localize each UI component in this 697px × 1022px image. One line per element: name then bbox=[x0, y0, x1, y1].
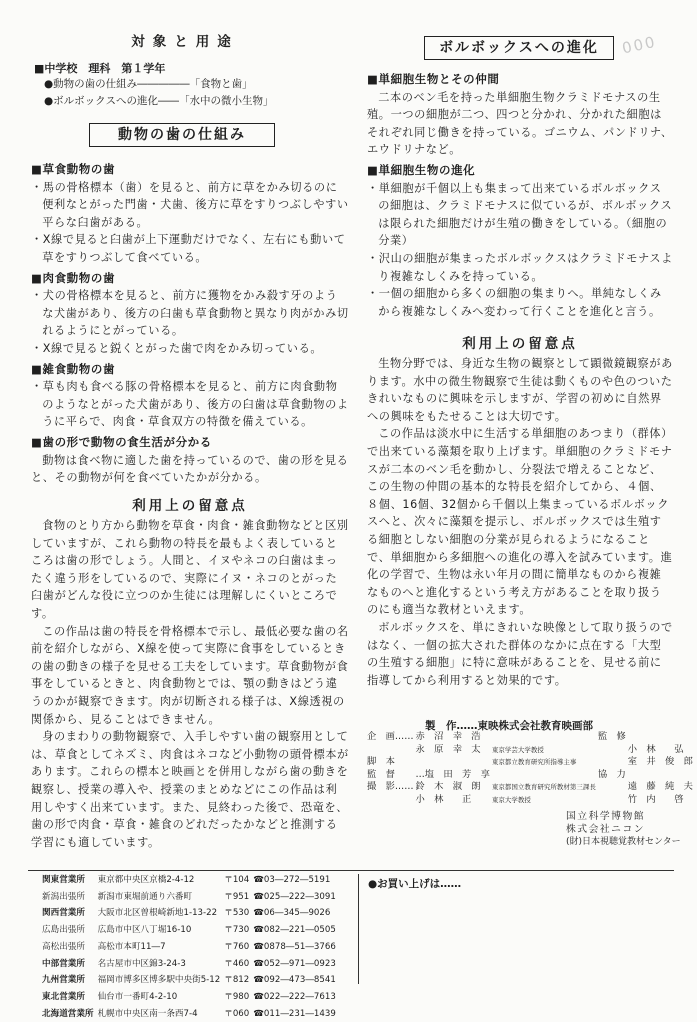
credit-sup-name: 小 林 弘 bbox=[627, 743, 684, 755]
credit-sup-name: 竹 内 啓 bbox=[627, 793, 684, 805]
corner-stamp: 000 bbox=[620, 32, 659, 58]
uses-list bbox=[44, 76, 274, 110]
credit-row bbox=[366, 781, 694, 794]
purchase-label: ●お買い上げは…… bbox=[368, 878, 462, 890]
office-name: 関東営業所 bbox=[42, 875, 85, 885]
office-zip: 〒530 bbox=[224, 908, 250, 919]
office-zip: 〒760 bbox=[224, 941, 250, 952]
carnivore-bullet: ・犬の骨格標本を見ると、前方に獲物をかみ殺す牙のような犬歯があり、後方の臼歯も草食動物と異なり肉がかみ切れるようにとがっている。 bbox=[31, 289, 349, 338]
office-tel: ☎06―345―9026 bbox=[253, 908, 331, 919]
left-note-paragraph: 身のまわりの動物観察で、入手しやすい歯の観察用としては、草食としてネズミ、肉食はネコなど小動物の頭骨標本があります。これらの標本と映画とを併用しながら歯の動きを観察し、授業の導入や、授業のまとめなどにこの作品は利用しやすく出来ています。また、見終わった後で、恐竜を、歯の形で肉食・草食・雑食のどれだったかなどと推測する学習にも適しています。 bbox=[31, 730, 349, 849]
office-zip: 〒730 bbox=[224, 925, 250, 936]
office-address: 大阪市北区曽根崎新地1-13-22 bbox=[97, 908, 218, 919]
credit-row bbox=[366, 756, 694, 769]
use-unit: 「食物と歯」 bbox=[189, 78, 253, 90]
credit-row bbox=[366, 769, 694, 782]
office-row bbox=[40, 989, 338, 1006]
credit-sup-role bbox=[597, 794, 627, 807]
use-label: ●動物の歯の仕組み――――― bbox=[44, 78, 190, 90]
credits-table bbox=[366, 731, 694, 806]
credit-sup-role bbox=[597, 744, 627, 757]
left-column-body bbox=[31, 158, 349, 487]
credit-role bbox=[366, 744, 415, 757]
left-notes-body bbox=[31, 517, 349, 851]
volvox-section-title: ボルボックスへの進化 bbox=[424, 36, 614, 60]
school-line: ■中学校 理科 第１学年 bbox=[34, 62, 166, 75]
right-note-paragraph: この作品は淡水中に生活する単細胞のあつまり（群体）で出来ている藻類を取り上げます。単細胞のクラミドモナスが二本のベン毛を動かし、分裂法で増えることなど、この生物の仲間の基本的な特長を紹介してから、４個、８個、16個、32個から千個以上集まっているボルボックスへと、次々に藻類を提示し、ボルボックスでは生殖する細胞としない細胞の分業が見られるようになることで、単細胞から多細胞への進化の導入を試みています。進化の学習で、生物は永い年月の間に簡単なものから複雑なものへと進化するという考え方があることを取り扱うのにも適当な教材といえます。 bbox=[367, 427, 673, 617]
credit-row bbox=[366, 794, 694, 807]
carnivore-bullet: ・X線で見ると鋭くとがった歯で肉をかみ切っている。 bbox=[31, 341, 323, 355]
right-notes-body bbox=[367, 355, 673, 689]
credit-org: 東京都立教育研究所指導主事 bbox=[491, 758, 577, 766]
unicell-text: 二本のベン毛を持った単細胞生物クラミドモナスの生殖。一つの細胞が二つ、四つと分かれ、分かれた細胞はそれぞれ同じ働きを持っている。ゴニウム、パンドリナ、エウドリナなど。 bbox=[367, 90, 673, 157]
office-name: 関西営業所 bbox=[42, 908, 85, 919]
org-name: 株式会社ニコン bbox=[566, 824, 646, 835]
credit-sup-role bbox=[597, 781, 627, 794]
office-name: 新潟出張所 bbox=[42, 891, 85, 902]
office-tel: ☎082―221―0505 bbox=[253, 925, 336, 936]
office-name: 広島出張所 bbox=[42, 925, 85, 936]
office-name: 北海道営業所 bbox=[42, 1008, 94, 1019]
left-notes-title: 利用上の留意点 bbox=[132, 498, 248, 514]
credit-sup-role bbox=[597, 756, 627, 769]
office-tel: ☎025―222―3091 bbox=[253, 891, 336, 902]
credit-sup-name: 遠 藤 純 夫 bbox=[627, 781, 693, 792]
office-address: 札幌市中央区南一条西7-4 bbox=[97, 1008, 198, 1019]
office-address: 新潟市東堀前通り六番町 bbox=[97, 891, 193, 902]
office-name: 中部営業所 bbox=[42, 958, 85, 969]
office-zip: 〒460 bbox=[224, 958, 250, 969]
carnivore-heading: ■肉食動物の歯 bbox=[31, 270, 116, 285]
office-row bbox=[40, 1006, 338, 1022]
omnivore-bullet: ・草も肉も食べる豚の骨格標本を見ると、前方に肉食動物のようなとがった犬歯があり、後方の臼歯は草食動物のように平らで、肉食・草食双方の特徴を備えている。 bbox=[31, 380, 349, 429]
office-name: 高松出張所 bbox=[42, 941, 85, 952]
office-row bbox=[40, 956, 338, 973]
credit-org: 東京都国立教育研究所教材第三課長 bbox=[491, 783, 596, 791]
credit-name: …塩 田 芳 享 bbox=[415, 768, 490, 780]
multicell-heading: ■単細胞生物の進化 bbox=[367, 162, 476, 177]
credit-sup-role: 監 修 bbox=[597, 731, 626, 742]
office-tel: ☎092―473―8541 bbox=[253, 975, 336, 986]
credit-name: 鈴 木 淑 朗 bbox=[415, 781, 481, 792]
office-address: 名古屋市中区錦3-24-3 bbox=[97, 958, 186, 969]
use-item bbox=[44, 93, 274, 110]
target-title: 対象と用途 bbox=[131, 34, 239, 50]
office-tel: ☎011―231―1439 bbox=[253, 1008, 336, 1019]
office-address: 高松市本町11―7 bbox=[97, 941, 166, 952]
production-credit: 製 作……東映株式会社教育映画部 bbox=[425, 720, 593, 732]
credit-org bbox=[491, 769, 597, 782]
teeth-section-title: 動物の歯の仕組み bbox=[89, 123, 275, 147]
credit-row bbox=[366, 744, 694, 757]
footer-divider bbox=[28, 870, 674, 871]
credit-name bbox=[415, 756, 491, 769]
multicell-bullet: ・沢山の細胞が集まったボルボックスはクラミドモナスより複雑なしくみを持っている。 bbox=[367, 251, 673, 283]
office-zip: 〒060 bbox=[224, 1008, 250, 1019]
credit-name: 赤 沼 幸 浩 bbox=[415, 731, 481, 742]
herbivore-bullet: ・X線で見ると臼歯が上下運動だけでなく、左右にも動いて草をすりつぶして食べている。 bbox=[31, 233, 346, 264]
right-notes-title: 利用上の留意点 bbox=[462, 336, 578, 352]
credit-role: 撮 影…… bbox=[367, 781, 414, 792]
credit-sup-name bbox=[627, 731, 694, 744]
left-note-paragraph: 食物のとり方から動物を草食・肉食・雑食動物などと区別していますが、これら動物の特長を最もよく表しているところは歯の形でしょう。人間と、イヌやネコの臼歯はまったく違う形をしているので、実際にイヌ・ネコのとがった臼歯がどんな役に立つのか生徒には理解しにくいところです。 bbox=[31, 519, 349, 620]
credit-row bbox=[366, 731, 694, 744]
office-list bbox=[40, 872, 338, 1022]
credit-role: 脚 本 bbox=[367, 756, 395, 767]
org-name: 国立科学博物館 bbox=[566, 811, 646, 822]
omnivore-heading: ■雑食動物の歯 bbox=[31, 361, 116, 376]
office-tel: ☎052―971―0923 bbox=[253, 958, 336, 969]
office-zip: 〒104 bbox=[224, 875, 250, 885]
right-note-paragraph: 生物分野では、身近な生物の観察として顕微鏡観察があります。水中の微生物観察で生徒は動くものや色のついたきれいなものに興味を示しますが、学習の初めに自然界への興味をもたせることは大切です。 bbox=[367, 357, 673, 423]
org-name: (財)日本視聴覚教材センター bbox=[566, 837, 681, 847]
credit-name: 小 林 正 bbox=[415, 793, 472, 805]
left-note-paragraph: この作品は歯の特長を骨格標本で示し、最低必要な歯の名前を紹介しながら、X線を使って実際に食事をしているときの歯の動きの様子を見せる工夫をしています。草食動物が食事をしているときと、肉食動物とでは、顎の動きはどう違うのかが観察できます。肉が切断される様子は、X線透視の関係から、見ることはできません。 bbox=[31, 624, 349, 726]
office-address: 福岡市博多区博多駅中央街5-12 bbox=[97, 975, 221, 986]
unicell-heading: ■単細胞生物とその仲間 bbox=[367, 72, 500, 86]
credit-org: 東京学芸大学教授 bbox=[491, 745, 544, 754]
office-row bbox=[40, 889, 338, 906]
credit-sup-name bbox=[627, 769, 694, 782]
herbivore-heading: ■草食動物の歯 bbox=[31, 162, 116, 176]
footer-vertical-divider bbox=[358, 874, 359, 984]
credit-org: 東京大学教授 bbox=[491, 795, 531, 804]
credit-role: 監 督 bbox=[367, 768, 395, 780]
office-row bbox=[40, 905, 338, 922]
multicell-bullet: ・単細胞が千個以上も集まって出来ているボルボックスの細胞は、クラミドモナスに似ているが、ボルボックスは限られた細胞だけが生殖の働きをしている。（細胞の分業） bbox=[367, 181, 673, 248]
office-tel: ☎03―272―5191 bbox=[253, 875, 331, 885]
office-address: 仙台市一番町4-2-10 bbox=[97, 991, 178, 1002]
office-zip: 〒812 bbox=[224, 975, 250, 986]
office-name: 九州営業所 bbox=[42, 975, 85, 986]
herbivore-bullet: ・馬の骨格標本（歯）を見ると、前方に草をかみ切るのに便利なとがった門歯・犬歯、後方に草をすりつぶしやすい平らな臼歯がある。 bbox=[31, 180, 349, 229]
credit-sup-role: 協 力 bbox=[597, 768, 626, 780]
cooperating-orgs bbox=[566, 810, 681, 849]
credit-name: 永 原 幸 太 bbox=[415, 743, 481, 755]
credit-sup-name: 室 井 俊 郎 bbox=[627, 756, 693, 767]
office-address: 広島市中区八丁堀16-10 bbox=[97, 925, 192, 936]
office-zip: 〒980 bbox=[224, 991, 250, 1002]
multicell-bullet: ・一個の細胞から多くの細胞の集まりへ。単純なしくみから複雑なしくみへ変わって行くことを進化と言う。 bbox=[367, 287, 662, 318]
office-row bbox=[40, 939, 338, 956]
office-tel: ☎022―222―7613 bbox=[253, 991, 336, 1002]
office-row bbox=[40, 872, 338, 889]
use-label: ●ボルボックスへの進化―― bbox=[44, 95, 180, 107]
credit-org bbox=[491, 731, 597, 744]
use-item bbox=[44, 76, 274, 93]
office-row bbox=[40, 972, 338, 989]
right-note-paragraph: ボルボックスを、単にきれいな映像として取り扱うのではなく、一個の拡大された群体のなかに点在する「大型の生殖する細胞」に特に意味があることを、見せる前に指導してから利用すると効果的です。 bbox=[367, 620, 673, 687]
use-unit: 「水中の微小生物」 bbox=[179, 95, 274, 107]
lifestyle-text: 動物は食べ物に適した歯を持っているので、歯の形を見ると、その動物が何を食べていたかが分かる。 bbox=[31, 453, 349, 485]
lifestyle-heading: ■歯の形で動物の食生活が分かる bbox=[31, 434, 212, 449]
office-row bbox=[40, 922, 338, 939]
office-name: 東北営業所 bbox=[42, 991, 85, 1002]
right-column-body bbox=[367, 68, 673, 320]
credit-role: 企 画…… bbox=[367, 731, 414, 742]
office-zip: 〒951 bbox=[224, 891, 250, 902]
office-tel: ☎0878―51―3766 bbox=[253, 941, 336, 952]
office-address: 東京都中央区京橋2-4-12 bbox=[97, 875, 195, 885]
credit-role bbox=[366, 794, 415, 807]
